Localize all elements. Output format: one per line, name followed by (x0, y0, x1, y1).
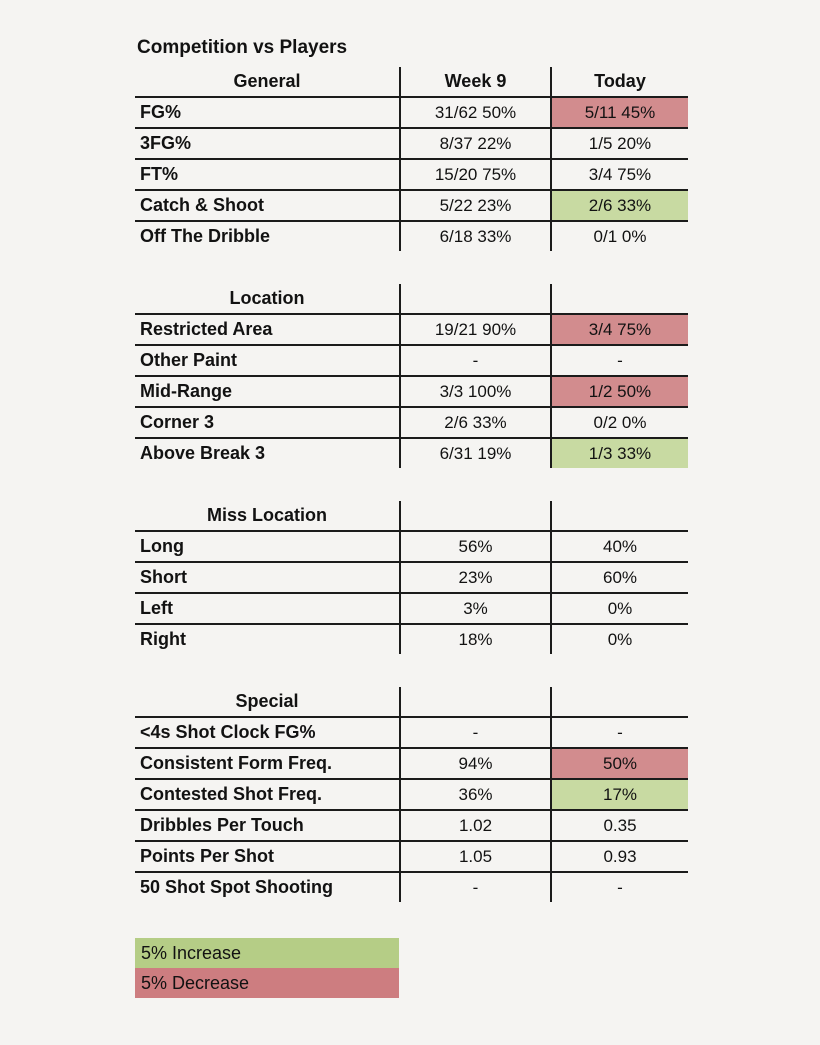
row-label: Short (140, 567, 187, 587)
header-row (135, 501, 688, 532)
row-label: Corner 3 (140, 412, 215, 432)
today-cell: - (550, 718, 688, 747)
row-label: 3FG% (140, 133, 192, 153)
week9-cell: 94% (399, 749, 550, 778)
column-spacer (550, 687, 688, 716)
row-label: Mid-Range (140, 381, 232, 401)
row-label: Consistent Form Freq. (140, 753, 333, 773)
row-label: Restricted Area (140, 319, 273, 339)
week9-cell: 5/22 23% (399, 191, 550, 220)
today-cell: 3/4 75% (550, 160, 688, 189)
row-label: Points Per Shot (140, 846, 275, 866)
table-row (135, 408, 688, 439)
week9-cell: 56% (399, 532, 550, 561)
legend-increase-row (135, 938, 399, 968)
stats-report (135, 36, 688, 998)
row-label: Dribbles Per Touch (140, 815, 304, 835)
section-miss-location (135, 501, 688, 654)
today-cell: - (550, 346, 688, 375)
today-cell: 0.35 (550, 811, 688, 840)
table-row (135, 160, 688, 191)
column-spacer (399, 284, 550, 313)
week9-cell: 3% (399, 594, 550, 623)
column-header-today: Today (550, 67, 688, 96)
today-cell: 1/2 50% (550, 377, 688, 406)
table-row (135, 315, 688, 346)
column-spacer (399, 687, 550, 716)
table-row (135, 222, 688, 251)
header-row (135, 284, 688, 315)
row-label: Right (140, 629, 186, 649)
row-label: 50 Shot Spot Shooting (140, 877, 333, 897)
week9-cell: 6/31 19% (399, 439, 550, 468)
today-cell: 5/11 45% (550, 98, 688, 127)
table-row (135, 439, 688, 468)
table-row (135, 377, 688, 408)
row-label: Contested Shot Freq. (140, 784, 323, 804)
today-cell: 0.93 (550, 842, 688, 871)
table-row (135, 346, 688, 377)
section-location (135, 284, 688, 468)
section-header-label: Location (229, 288, 305, 308)
table-row (135, 718, 688, 749)
legend-decrease-row (135, 968, 399, 998)
table-row (135, 873, 688, 902)
week9-cell: 1.05 (399, 842, 550, 871)
week9-cell: 23% (399, 563, 550, 592)
section-header-label: Miss Location (206, 505, 327, 525)
table-row (135, 98, 688, 129)
column-spacer (550, 284, 688, 313)
today-cell: 0% (550, 625, 688, 654)
table-row (135, 842, 688, 873)
table-row (135, 749, 688, 780)
header-row (135, 687, 688, 718)
column-spacer (399, 501, 550, 530)
column-header-week9: Week 9 (399, 67, 550, 96)
row-label: FT% (140, 164, 178, 184)
row-label: Above Break 3 (140, 443, 266, 463)
today-cell: 2/6 33% (550, 191, 688, 220)
row-label: Left (140, 598, 173, 618)
today-cell: 0/2 0% (550, 408, 688, 437)
table-row (135, 625, 688, 654)
week9-cell: 15/20 75% (399, 160, 550, 189)
today-cell: 50% (550, 749, 688, 778)
week9-cell: 8/37 22% (399, 129, 550, 158)
week9-cell: 6/18 33% (399, 222, 550, 251)
legend-decrease-label: 5% Decrease (141, 972, 250, 993)
today-cell: 3/4 75% (550, 315, 688, 344)
week9-cell: 2/6 33% (399, 408, 550, 437)
table-row (135, 563, 688, 594)
section-special (135, 687, 688, 902)
today-cell: 0/1 0% (550, 222, 688, 251)
today-cell: 1/5 20% (550, 129, 688, 158)
column-spacer (550, 501, 688, 530)
week9-cell: - (399, 873, 550, 902)
week9-cell: 36% (399, 780, 550, 809)
table-row (135, 594, 688, 625)
today-cell: 40% (550, 532, 688, 561)
table-row (135, 532, 688, 563)
row-label: Off The Dribble (140, 226, 270, 246)
row-label: FG% (140, 102, 182, 122)
section-header-label: General (233, 71, 301, 91)
legend-increase-label: 5% Increase (141, 942, 242, 963)
section-header-label: Special (235, 691, 299, 711)
today-cell: - (550, 873, 688, 902)
week9-cell: - (399, 718, 550, 747)
row-label: <4s Shot Clock FG% (140, 722, 316, 742)
today-cell: 17% (550, 780, 688, 809)
week9-cell: 3/3 100% (399, 377, 550, 406)
today-cell: 0% (550, 594, 688, 623)
header-row (135, 67, 688, 98)
week9-cell: 31/62 50% (399, 98, 550, 127)
row-label: Catch & Shoot (140, 195, 264, 215)
section-general (135, 67, 688, 251)
page-title: Competition vs Players (137, 37, 348, 58)
week9-cell: - (399, 346, 550, 375)
row-label: Long (140, 536, 184, 556)
week9-cell: 19/21 90% (399, 315, 550, 344)
table-row (135, 191, 688, 222)
table-row (135, 811, 688, 842)
today-cell: 1/3 33% (550, 439, 688, 468)
row-label: Other Paint (140, 350, 238, 370)
week9-cell: 1.02 (399, 811, 550, 840)
legend (135, 938, 399, 998)
week9-cell: 18% (399, 625, 550, 654)
table-row (135, 780, 688, 811)
table-row (135, 129, 688, 160)
today-cell: 60% (550, 563, 688, 592)
